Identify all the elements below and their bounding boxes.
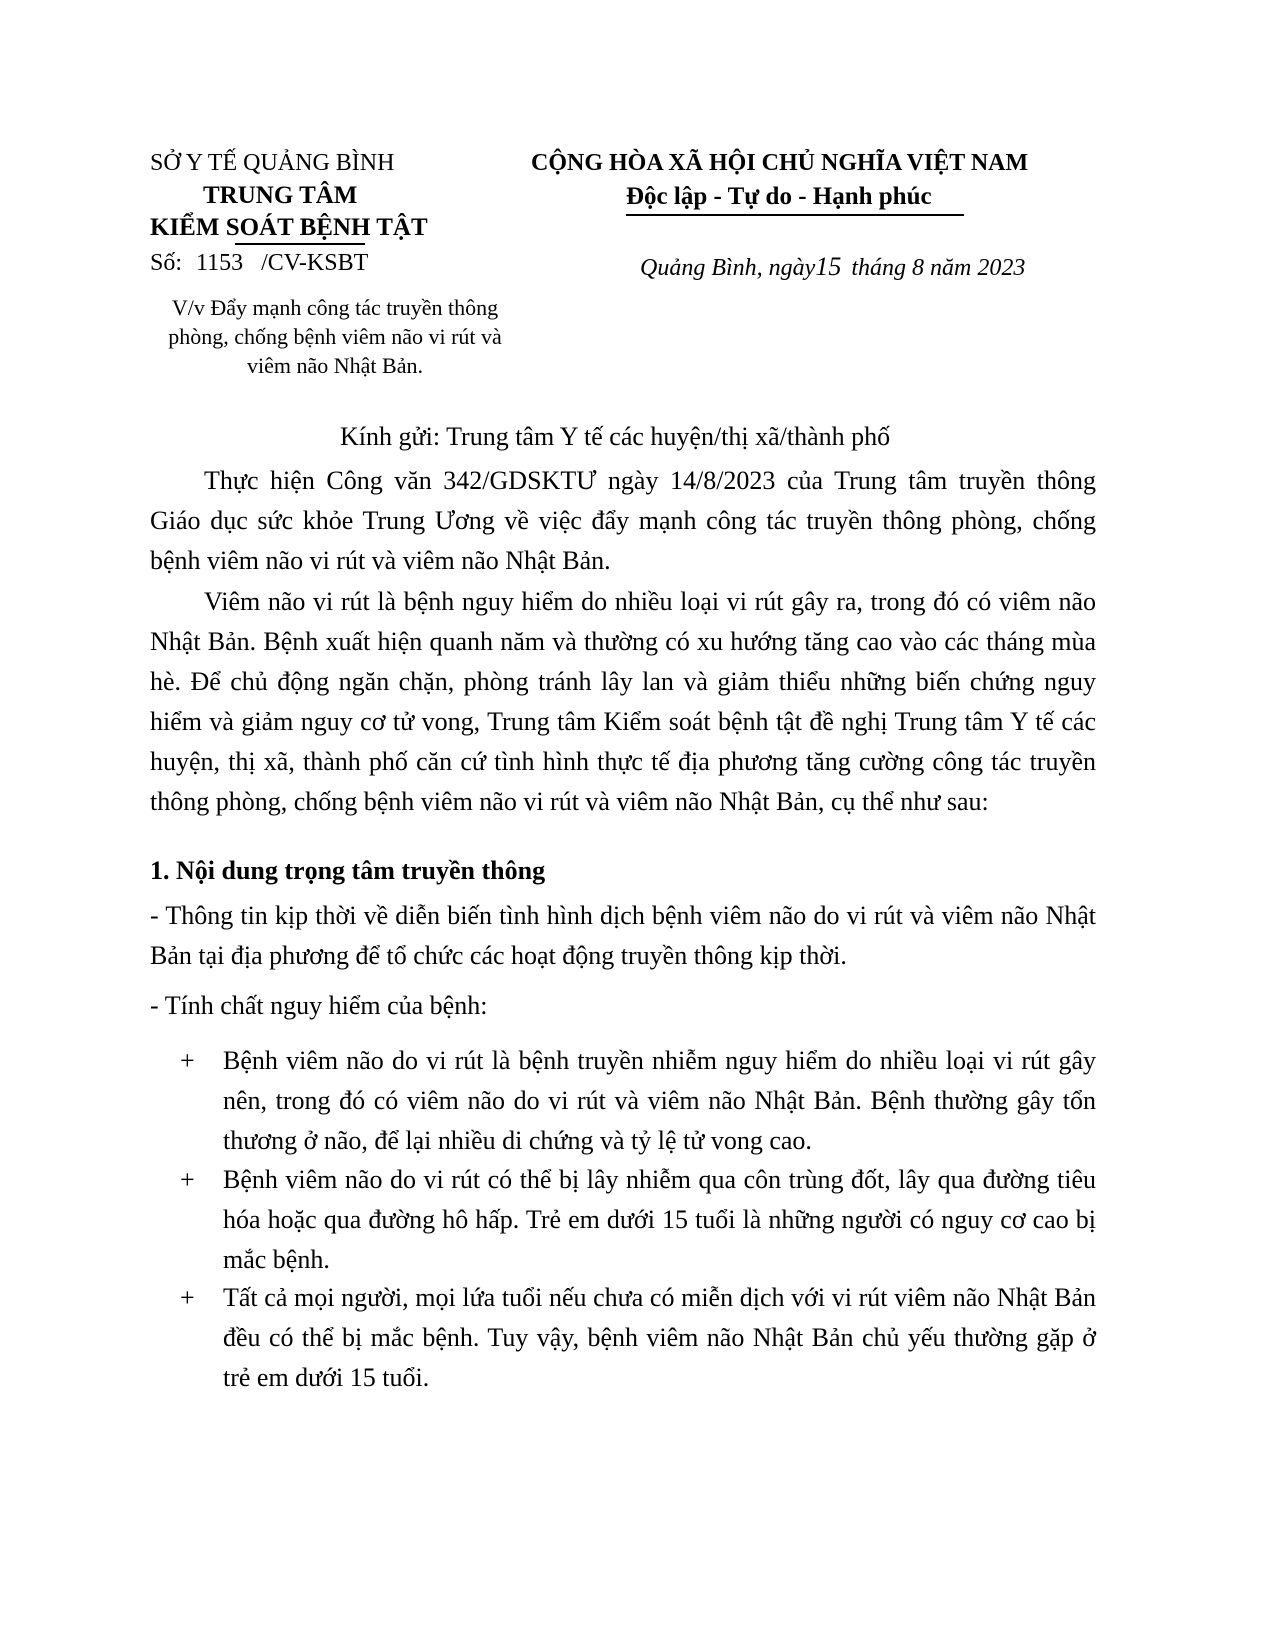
org-name-line2: KIỂM SOÁT BỆNH TẬT [150,214,428,241]
nation-title: CỘNG HÒA XÃ HỘI CHỦ NGHĨA VIỆT NAM [531,150,1029,176]
org-underline [235,243,365,245]
org-name-line1: TRUNG TÂM [203,182,358,209]
bullet-text: Tất cả mọi người, mọi lứa tuổi nếu chưa có miễn dịch với vi rút viêm não Nhật Bản đều có thể bị mắc bệnh. Tuy vậy, bệnh viêm não Nhật Bản chủ yếu thường gặp ở trẻ em dưới 15 tuổi. [223,1283,1096,1392]
place-date-day: 15 [815,252,842,281]
dash-item: - Thông tin kịp thời về diễn biến tình hình dịch bệnh viêm não do vi rút và viêm não Nhật Bản tại địa phương để tổ chức các hoạt động truyền thông kịp thời. [150,901,1096,970]
bullet-mark: + [180,1165,195,1194]
section-heading: 1. Nội dung trọng tâm truyền thông [150,856,546,885]
place-date-prefix: Quảng Bình, ngày [640,255,816,281]
doc-number-label: Số: [150,250,183,276]
motto: Độc lập - Tự do - Hạnh phúc [626,183,932,210]
place-date [640,252,1025,282]
dash-item: - Tính chất nguy hiểm của bệnh: [150,991,488,1020]
doc-number [150,250,368,277]
bullet-text: Bệnh viêm não do vi rút là bệnh truyền nhiễm nguy hiểm do nhiều loại vi rút gây nên, trong đó có viêm não do vi rút và viêm não Nhật Bản. Bệnh thường gây tổn thương ở não, để lại nhiều di chứng và tỷ lệ tử vong cao. [223,1046,1096,1155]
bullet-text: Bệnh viêm não do vi rút có thể bị lây nhiễm qua côn trùng đốt, lây qua đường tiêu hóa hoặc qua đường hô hấp. Trẻ em dưới 15 tuổi là những người có nguy cơ cao bị mắc bệnh. [223,1165,1096,1274]
org-parent: SỞ Y TẾ QUẢNG BÌNH [150,150,395,176]
bullet-mark: + [180,1046,195,1075]
subject: V/v Đẩy mạnh công tác truyền thông phòng, chống bệnh viêm não vi rút và viêm não Nhật Bản. [168,295,502,378]
bullet-mark: + [180,1283,195,1312]
paragraph-context: Viêm não vi rút là bệnh nguy hiểm do nhiều loại vi rút gây ra, trong đó có viêm não Nhật Bản. Bệnh xuất hiện quanh năm và thường có xu hướng tăng cao vào các tháng mùa hè. Để chủ động ngăn chặn, phòng tránh lây lan và giảm thiểu những biến chứng nguy hiểm và giảm nguy cơ tử vong, Trung tâm Kiểm soát bệnh tật đề nghị Trung tâm Y tế các huyện, thị xã, thành phố căn cứ tình hình thực tế địa phương tăng cường công tác truyền thông phòng, chống bệnh viêm não vi rút và viêm não Nhật Bản, cụ thể như sau: [150,587,1096,816]
doc-number-value: 1153 [196,250,244,276]
place-date-suffix: tháng 8 năm 2023 [851,255,1026,281]
doc-number-suffix: /CV-KSBT [261,250,369,276]
motto-underline [626,214,964,216]
recipient: Kính gửi: Trung tâm Y tế các huyện/thị xã/thành phố [340,422,891,451]
paragraph-intro: Thực hiện Công văn 342/GDSKTƯ ngày 14/8/2023 của Trung tâm truyền thông Giáo dục sức khỏe Trung Ương về việc đẩy mạnh công tác truyền thông phòng, chống bệnh viêm não vi rút và viêm não Nhật Bản. [150,466,1096,575]
